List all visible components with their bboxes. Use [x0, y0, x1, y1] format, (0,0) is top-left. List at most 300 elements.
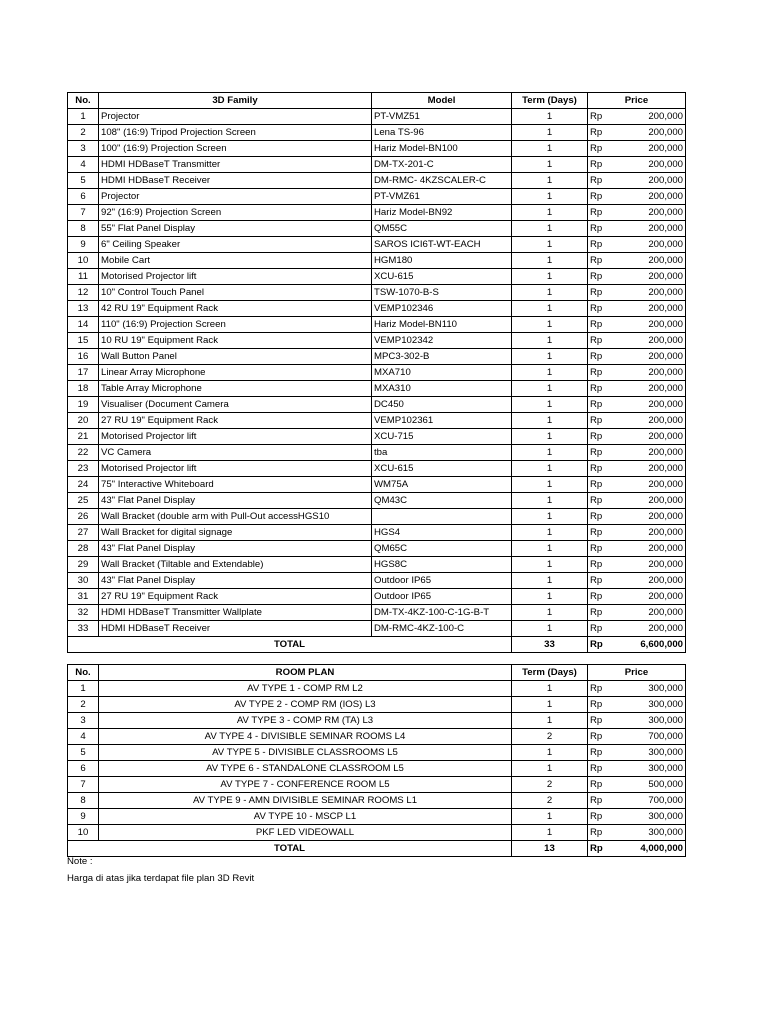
row-3d-family: Projector [99, 109, 372, 125]
row-currency: Rp [588, 205, 614, 221]
row-no: 1 [68, 109, 99, 125]
row-price: 200,000 [614, 189, 686, 205]
row-price: 300,000 [614, 681, 686, 697]
row-model: PT-VMZ51 [372, 109, 512, 125]
row-price: 200,000 [614, 173, 686, 189]
row-currency: Rp [588, 221, 614, 237]
note-label: Note : [67, 856, 93, 867]
row-model: HGM180 [372, 253, 512, 269]
row-model: SAROS ICI6T-WT-EACH [372, 237, 512, 253]
row-term: 1 [512, 445, 588, 461]
table-row [68, 605, 686, 621]
row-currency: Rp [588, 429, 614, 445]
row-price: 300,000 [614, 825, 686, 841]
row-price: 200,000 [614, 237, 686, 253]
total-price: 4,000,000 [614, 841, 686, 857]
row-no: 7 [68, 205, 99, 221]
table-row [68, 729, 686, 745]
row-price: 200,000 [614, 381, 686, 397]
row-room-plan: PKF LED VIDEOWALL [99, 825, 512, 841]
row-price: 700,000 [614, 793, 686, 809]
row-term: 1 [512, 317, 588, 333]
row-term: 1 [512, 509, 588, 525]
row-price: 200,000 [614, 557, 686, 573]
total-term: 13 [512, 841, 588, 857]
row-no: 20 [68, 413, 99, 429]
row-no: 9 [68, 237, 99, 253]
table-row [68, 525, 686, 541]
header-price: Price [588, 665, 686, 681]
row-term: 1 [512, 493, 588, 509]
row-currency: Rp [588, 269, 614, 285]
row-currency: Rp [588, 125, 614, 141]
table-row [68, 713, 686, 729]
row-3d-family: 27 RU 19" Equipment Rack [99, 413, 372, 429]
row-currency: Rp [588, 809, 614, 825]
row-term: 1 [512, 381, 588, 397]
row-no: 28 [68, 541, 99, 557]
table-row [68, 793, 686, 809]
row-term: 1 [512, 825, 588, 841]
table-row [68, 621, 686, 637]
row-model: Hariz Model-BN92 [372, 205, 512, 221]
row-model: HGS8C [372, 557, 512, 573]
row-term: 1 [512, 397, 588, 413]
row-term: 1 [512, 125, 588, 141]
row-term: 1 [512, 221, 588, 237]
row-model: MPC3-302-B [372, 349, 512, 365]
row-currency: Rp [588, 681, 614, 697]
total-label: TOTAL [68, 637, 512, 653]
row-3d-family: 27 RU 19" Equipment Rack [99, 589, 372, 605]
equipment-total-row [68, 637, 686, 653]
row-price: 200,000 [614, 445, 686, 461]
row-3d-family: Wall Button Panel [99, 349, 372, 365]
table-row [68, 317, 686, 333]
row-price: 200,000 [614, 269, 686, 285]
row-no: 5 [68, 745, 99, 761]
row-term: 1 [512, 557, 588, 573]
row-no: 7 [68, 777, 99, 793]
equipment-table [67, 92, 686, 653]
row-currency: Rp [588, 397, 614, 413]
row-term: 1 [512, 205, 588, 221]
row-currency: Rp [588, 189, 614, 205]
row-price: 200,000 [614, 285, 686, 301]
row-price: 200,000 [614, 493, 686, 509]
row-3d-family: Wall Bracket for digital signage [99, 525, 372, 541]
row-no: 8 [68, 793, 99, 809]
row-3d-family: VC Camera [99, 445, 372, 461]
row-currency: Rp [588, 729, 614, 745]
equipment-table-header [68, 93, 686, 109]
row-price: 300,000 [614, 761, 686, 777]
row-currency: Rp [588, 477, 614, 493]
table-row [68, 237, 686, 253]
table-row [68, 397, 686, 413]
table-row [68, 365, 686, 381]
header-price: Price [588, 93, 686, 109]
row-currency: Rp [588, 445, 614, 461]
row-no: 18 [68, 381, 99, 397]
row-model: PT-VMZ61 [372, 189, 512, 205]
row-no: 3 [68, 713, 99, 729]
row-currency: Rp [588, 349, 614, 365]
row-no: 9 [68, 809, 99, 825]
row-model: QM43C [372, 493, 512, 509]
row-room-plan: AV TYPE 4 - DIVISIBLE SEMINAR ROOMS L4 [99, 729, 512, 745]
row-currency: Rp [588, 697, 614, 713]
row-price: 200,000 [614, 541, 686, 557]
row-model: DM-TX-4KZ-100-C-1G-B-T [372, 605, 512, 621]
table-row [68, 141, 686, 157]
row-term: 1 [512, 269, 588, 285]
row-model: TSW-1070-B-S [372, 285, 512, 301]
table-row [68, 285, 686, 301]
room-plan-table-header [68, 665, 686, 681]
table-row [68, 333, 686, 349]
row-currency: Rp [588, 761, 614, 777]
row-term: 1 [512, 477, 588, 493]
row-price: 200,000 [614, 205, 686, 221]
table-row [68, 269, 686, 285]
row-price: 200,000 [614, 413, 686, 429]
table-row [68, 109, 686, 125]
table-row [68, 381, 686, 397]
header-term: Term (Days) [512, 93, 588, 109]
row-no: 13 [68, 301, 99, 317]
row-currency: Rp [588, 589, 614, 605]
row-term: 1 [512, 189, 588, 205]
table-row [68, 445, 686, 461]
row-model: DM-RMC-4KZ-100-C [372, 621, 512, 637]
row-3d-family: Wall Bracket (double arm with Pull-Out accessHGS10 [99, 509, 372, 525]
row-model: MXA310 [372, 381, 512, 397]
row-price: 200,000 [614, 333, 686, 349]
row-model: Outdoor IP65 [372, 573, 512, 589]
header-no: No. [68, 665, 99, 681]
row-3d-family: Visualiser (Document Camera [99, 397, 372, 413]
row-3d-family: Table Array Microphone [99, 381, 372, 397]
row-3d-family: 100" (16:9) Projection Screen [99, 141, 372, 157]
row-no: 17 [68, 365, 99, 381]
row-3d-family: 42 RU 19" Equipment Rack [99, 301, 372, 317]
row-model: DM-TX-201-C [372, 157, 512, 173]
row-no: 8 [68, 221, 99, 237]
row-3d-family: HDMI HDBaseT Receiver [99, 173, 372, 189]
row-model: DC450 [372, 397, 512, 413]
row-currency: Rp [588, 541, 614, 557]
total-currency: Rp [588, 637, 614, 653]
row-term: 1 [512, 173, 588, 189]
row-currency: Rp [588, 525, 614, 541]
row-term: 1 [512, 141, 588, 157]
row-currency: Rp [588, 413, 614, 429]
row-term: 1 [512, 573, 588, 589]
row-currency: Rp [588, 713, 614, 729]
table-row [68, 697, 686, 713]
row-term: 1 [512, 541, 588, 557]
row-price: 300,000 [614, 745, 686, 761]
row-currency: Rp [588, 157, 614, 173]
total-term: 33 [512, 637, 588, 653]
row-price: 200,000 [614, 429, 686, 445]
row-price: 200,000 [614, 589, 686, 605]
row-no: 4 [68, 729, 99, 745]
row-no: 5 [68, 173, 99, 189]
row-currency: Rp [588, 173, 614, 189]
row-price: 300,000 [614, 713, 686, 729]
row-3d-family: 43" Flat Panel Display [99, 541, 372, 557]
row-term: 1 [512, 697, 588, 713]
row-no: 10 [68, 825, 99, 841]
row-currency: Rp [588, 301, 614, 317]
row-price: 300,000 [614, 809, 686, 825]
table-row [68, 429, 686, 445]
row-term: 1 [512, 333, 588, 349]
row-price: 200,000 [614, 109, 686, 125]
row-price: 300,000 [614, 697, 686, 713]
table-row [68, 125, 686, 141]
header-3d-family: 3D Family [99, 93, 372, 109]
row-room-plan: AV TYPE 6 - STANDALONE CLASSROOM L5 [99, 761, 512, 777]
row-model: XCU-615 [372, 461, 512, 477]
row-term: 1 [512, 589, 588, 605]
row-3d-family: Motorised Projector lift [99, 429, 372, 445]
row-price: 200,000 [614, 621, 686, 637]
room-plan-table [67, 664, 686, 857]
row-3d-family: 55" Flat Panel Display [99, 221, 372, 237]
table-row [68, 681, 686, 697]
row-term: 1 [512, 301, 588, 317]
total-currency: Rp [588, 841, 614, 857]
row-3d-family: HDMI HDBaseT Transmitter Wallplate [99, 605, 372, 621]
row-no: 3 [68, 141, 99, 157]
header-room-plan: ROOM PLAN [99, 665, 512, 681]
row-currency: Rp [588, 109, 614, 125]
row-currency: Rp [588, 493, 614, 509]
row-currency: Rp [588, 745, 614, 761]
row-room-plan: AV TYPE 7 - CONFERENCE ROOM L5 [99, 777, 512, 793]
row-currency: Rp [588, 141, 614, 157]
row-no: 29 [68, 557, 99, 573]
table-row [68, 253, 686, 269]
row-price: 200,000 [614, 317, 686, 333]
row-currency: Rp [588, 285, 614, 301]
table-row [68, 477, 686, 493]
row-no: 15 [68, 333, 99, 349]
table-row [68, 557, 686, 573]
row-term: 1 [512, 745, 588, 761]
row-term: 2 [512, 729, 588, 745]
row-no: 22 [68, 445, 99, 461]
row-term: 1 [512, 413, 588, 429]
row-price: 500,000 [614, 777, 686, 793]
row-currency: Rp [588, 365, 614, 381]
table-row [68, 157, 686, 173]
table-row [68, 541, 686, 557]
table-row [68, 461, 686, 477]
row-currency: Rp [588, 605, 614, 621]
row-currency: Rp [588, 825, 614, 841]
row-currency: Rp [588, 621, 614, 637]
row-term: 1 [512, 253, 588, 269]
row-term: 1 [512, 237, 588, 253]
row-price: 200,000 [614, 125, 686, 141]
row-term: 1 [512, 285, 588, 301]
row-currency: Rp [588, 317, 614, 333]
row-3d-family: 43" Flat Panel Display [99, 493, 372, 509]
row-term: 2 [512, 793, 588, 809]
row-room-plan: AV TYPE 10 - MSCP L1 [99, 809, 512, 825]
row-3d-family: HDMI HDBaseT Transmitter [99, 157, 372, 173]
row-currency: Rp [588, 557, 614, 573]
row-3d-family: 75" Interactive Whiteboard [99, 477, 372, 493]
row-no: 21 [68, 429, 99, 445]
row-3d-family: Projector [99, 189, 372, 205]
row-no: 16 [68, 349, 99, 365]
row-model: Hariz Model-BN110 [372, 317, 512, 333]
row-model: Outdoor IP65 [372, 589, 512, 605]
row-term: 1 [512, 365, 588, 381]
row-no: 25 [68, 493, 99, 509]
row-no: 4 [68, 157, 99, 173]
row-price: 200,000 [614, 461, 686, 477]
header-no: No. [68, 93, 99, 109]
table-row [68, 745, 686, 761]
table-row [68, 221, 686, 237]
row-model: MXA710 [372, 365, 512, 381]
row-term: 1 [512, 681, 588, 697]
row-3d-family: 92" (16:9) Projection Screen [99, 205, 372, 221]
table-row [68, 509, 686, 525]
row-term: 1 [512, 157, 588, 173]
row-model: Hariz Model-BN100 [372, 141, 512, 157]
row-price: 200,000 [614, 477, 686, 493]
row-model: Lena TS-96 [372, 125, 512, 141]
row-price: 200,000 [614, 605, 686, 621]
row-price: 200,000 [614, 349, 686, 365]
total-label: TOTAL [68, 841, 512, 857]
row-term: 1 [512, 349, 588, 365]
row-no: 30 [68, 573, 99, 589]
row-price: 200,000 [614, 141, 686, 157]
row-term: 1 [512, 525, 588, 541]
row-price: 200,000 [614, 157, 686, 173]
row-currency: Rp [588, 253, 614, 269]
row-room-plan: AV TYPE 2 - COMP RM (IOS) L3 [99, 697, 512, 713]
row-model: WM75A [372, 477, 512, 493]
table-row [68, 589, 686, 605]
row-currency: Rp [588, 381, 614, 397]
header-model: Model [372, 93, 512, 109]
row-model: QM65C [372, 541, 512, 557]
row-currency: Rp [588, 573, 614, 589]
row-no: 10 [68, 253, 99, 269]
row-model: VEMP102346 [372, 301, 512, 317]
row-currency: Rp [588, 237, 614, 253]
row-currency: Rp [588, 333, 614, 349]
row-no: 11 [68, 269, 99, 285]
row-model: HGS4 [372, 525, 512, 541]
note-text: Harga di atas jika terdapat file plan 3D Revit [67, 873, 255, 884]
row-term: 1 [512, 461, 588, 477]
row-3d-family: HDMI HDBaseT Receiver [99, 621, 372, 637]
row-price: 200,000 [614, 253, 686, 269]
row-currency: Rp [588, 793, 614, 809]
row-no: 1 [68, 681, 99, 697]
row-3d-family: 6" Ceiling Speaker [99, 237, 372, 253]
row-3d-family: Linear Array Microphone [99, 365, 372, 381]
row-no: 33 [68, 621, 99, 637]
table-row [68, 349, 686, 365]
row-term: 1 [512, 761, 588, 777]
row-no: 24 [68, 477, 99, 493]
row-3d-family: Wall Bracket (Tiltable and Extendable) [99, 557, 372, 573]
row-3d-family: 43" Flat Panel Display [99, 573, 372, 589]
table-row [68, 573, 686, 589]
row-3d-family: 10 RU 19" Equipment Rack [99, 333, 372, 349]
row-no: 6 [68, 189, 99, 205]
row-term: 1 [512, 109, 588, 125]
row-model: VEMP102342 [372, 333, 512, 349]
row-term: 1 [512, 621, 588, 637]
total-price: 6,600,000 [614, 637, 686, 653]
row-no: 31 [68, 589, 99, 605]
row-term: 2 [512, 777, 588, 793]
row-no: 27 [68, 525, 99, 541]
row-no: 2 [68, 125, 99, 141]
row-price: 200,000 [614, 365, 686, 381]
row-price: 200,000 [614, 301, 686, 317]
table-row [68, 189, 686, 205]
row-price: 200,000 [614, 221, 686, 237]
row-model [372, 509, 512, 525]
row-currency: Rp [588, 509, 614, 525]
row-model: XCU-715 [372, 429, 512, 445]
table-row [68, 777, 686, 793]
row-no: 14 [68, 317, 99, 333]
row-no: 23 [68, 461, 99, 477]
row-no: 12 [68, 285, 99, 301]
row-3d-family: Mobile Cart [99, 253, 372, 269]
row-3d-family: 10" Control Touch Panel [99, 285, 372, 301]
row-term: 1 [512, 429, 588, 445]
row-room-plan: AV TYPE 5 - DIVISIBLE CLASSROOMS L5 [99, 745, 512, 761]
row-no: 19 [68, 397, 99, 413]
row-no: 26 [68, 509, 99, 525]
row-model: DM-RMC- 4KZSCALER-C [372, 173, 512, 189]
row-term: 1 [512, 605, 588, 621]
table-row [68, 825, 686, 841]
table-row [68, 761, 686, 777]
table-row [68, 493, 686, 509]
row-room-plan: AV TYPE 9 - AMN DIVISIBLE SEMINAR ROOMS L1 [99, 793, 512, 809]
row-room-plan: AV TYPE 3 - COMP RM (TA) L3 [99, 713, 512, 729]
row-price: 200,000 [614, 509, 686, 525]
row-currency: Rp [588, 461, 614, 477]
row-room-plan: AV TYPE 1 - COMP RM L2 [99, 681, 512, 697]
row-no: 6 [68, 761, 99, 777]
table-row [68, 205, 686, 221]
row-term: 1 [512, 809, 588, 825]
row-price: 200,000 [614, 397, 686, 413]
table-row [68, 413, 686, 429]
row-price: 200,000 [614, 525, 686, 541]
row-price: 200,000 [614, 573, 686, 589]
header-term: Term (Days) [512, 665, 588, 681]
row-3d-family: 108" (16:9) Tripod Projection Screen [99, 125, 372, 141]
